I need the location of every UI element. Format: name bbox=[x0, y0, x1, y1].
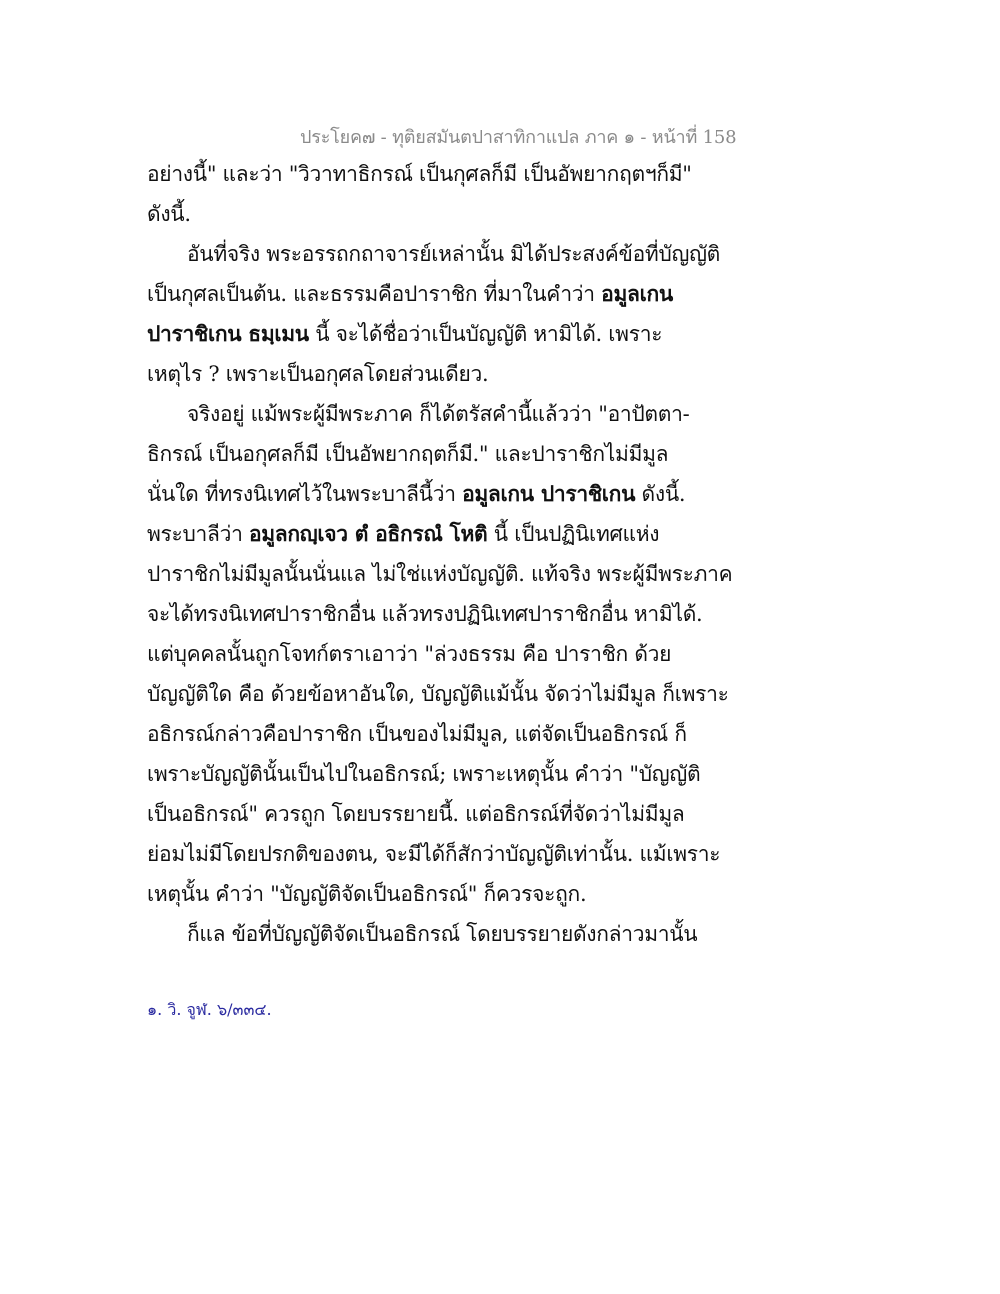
plain-text: นี้ จะได้ชื่อว่าเป็นบัญญัติ หามิได้. เพราะ bbox=[308, 322, 663, 346]
text-line: แต่บุคคลนั้นถูกโจทก์ตราเอาว่า "ล่วงธรรม คือ ปาราชิก ด้วย bbox=[147, 642, 672, 666]
text-line bbox=[147, 275, 673, 313]
plain-text: พระบาลีว่า bbox=[147, 522, 249, 546]
text-line: จะได้ทรงนิเทศปาราชิกอื่น แล้วทรงปฏินิเทศปาราชิกอื่น หามิได้. bbox=[147, 602, 703, 626]
text-line: เพราะบัญญัตินั้นเป็นไปในอธิกรณ์; เพราะเหตุนั้น คำว่า "บัญญัติ bbox=[147, 762, 701, 786]
text-line: เหตุไร ? เพราะเป็นอกุศลโดยส่วนเดียว. bbox=[147, 362, 489, 386]
text-line: ปาราชิกไม่มีมูลนั้นนั่นแล ไม่ใช่แห่งบัญญัติ. แท้จริง พระผู้มีพระภาค bbox=[147, 562, 733, 586]
text-line: ดังนี้. bbox=[147, 202, 191, 226]
text-line: อย่างนี้" และว่า "วิวาทาธิกรณ์ เป็นกุศลก็มี เป็นอัพยากฤตฯก็มี" bbox=[147, 162, 692, 186]
text-line: ย่อมไม่มีโดยปรกติของตน, จะมีได้ก็สักว่าบัญญัติเท่านั้น. แม้เพราะ bbox=[147, 842, 721, 866]
text-line bbox=[147, 475, 685, 513]
plain-text: เป็นกุศลเป็นต้น. และธรรมคือปาราชิก ที่มาในคำว่า bbox=[147, 282, 602, 306]
text-line bbox=[147, 315, 662, 353]
text-line: บัญญัติใด คือ ด้วยข้อหาอันใด, บัญญัติแม้นั้น จัดว่าไม่มีมูล ก็เพราะ bbox=[147, 682, 729, 706]
text-line bbox=[147, 515, 659, 553]
pali-term: อมูลเกน ปาราชิเกน bbox=[462, 481, 636, 506]
plain-text: ดังนี้. bbox=[635, 482, 686, 506]
footnote: ๑. วิ. จูฬ. ๖/๓๓๔. bbox=[147, 1000, 272, 1019]
plain-text: นั่นใด ที่ทรงนิเทศไว้ในพระบาลีนี้ว่า bbox=[147, 482, 463, 506]
paragraph-start-line: จริงอยู่ แม้พระผู้มีพระภาค ก็ได้ตรัสคำนี้แล้วว่า "อาปัตตา- bbox=[187, 402, 690, 426]
paragraph-start-line: อันที่จริง พระอรรถกถาจารย์เหล่านั้น มิได้ประสงค์ข้อที่บัญญัติ bbox=[187, 242, 720, 266]
text-line: อธิกรณ์กล่าวคือปาราชิก เป็นของไม่มีมูล, แต่จัดเป็นอธิกรณ์ ก็ bbox=[147, 722, 687, 746]
pali-term: อมูลกญฺเจว ตํ อธิกรณํ โหติ bbox=[248, 521, 488, 546]
running-header: ประโยค๗ - ทุติยสมันตปาสาทิกาแปล ภาค ๑ - หน้าที่ 158 bbox=[300, 127, 737, 148]
pali-term: อมูลเกน bbox=[601, 281, 673, 306]
text-line: เหตุนั้น คำว่า "บัญญัติจัดเป็นอธิกรณ์" ก็ควรจะถูก. bbox=[147, 882, 587, 906]
paragraph-start-line: ก็แล ข้อที่บัญญัติจัดเป็นอธิกรณ์ โดยบรรยายดังกล่าวมานั้น bbox=[187, 922, 698, 946]
plain-text: นี้ เป็นปฏินิเทศแห่ง bbox=[487, 522, 660, 546]
text-line: เป็นอธิกรณ์" ควรถูก โดยบรรยายนี้. แต่อธิกรณ์ที่จัดว่าไม่มีมูล bbox=[147, 802, 685, 826]
pali-term: ปาราชิเกน ธมฺเมน bbox=[147, 321, 309, 346]
text-line: ธิกรณ์ เป็นอกุศลก็มี เป็นอัพยากฤตก็มี." และปาราชิกไม่มีมูล bbox=[147, 442, 669, 466]
